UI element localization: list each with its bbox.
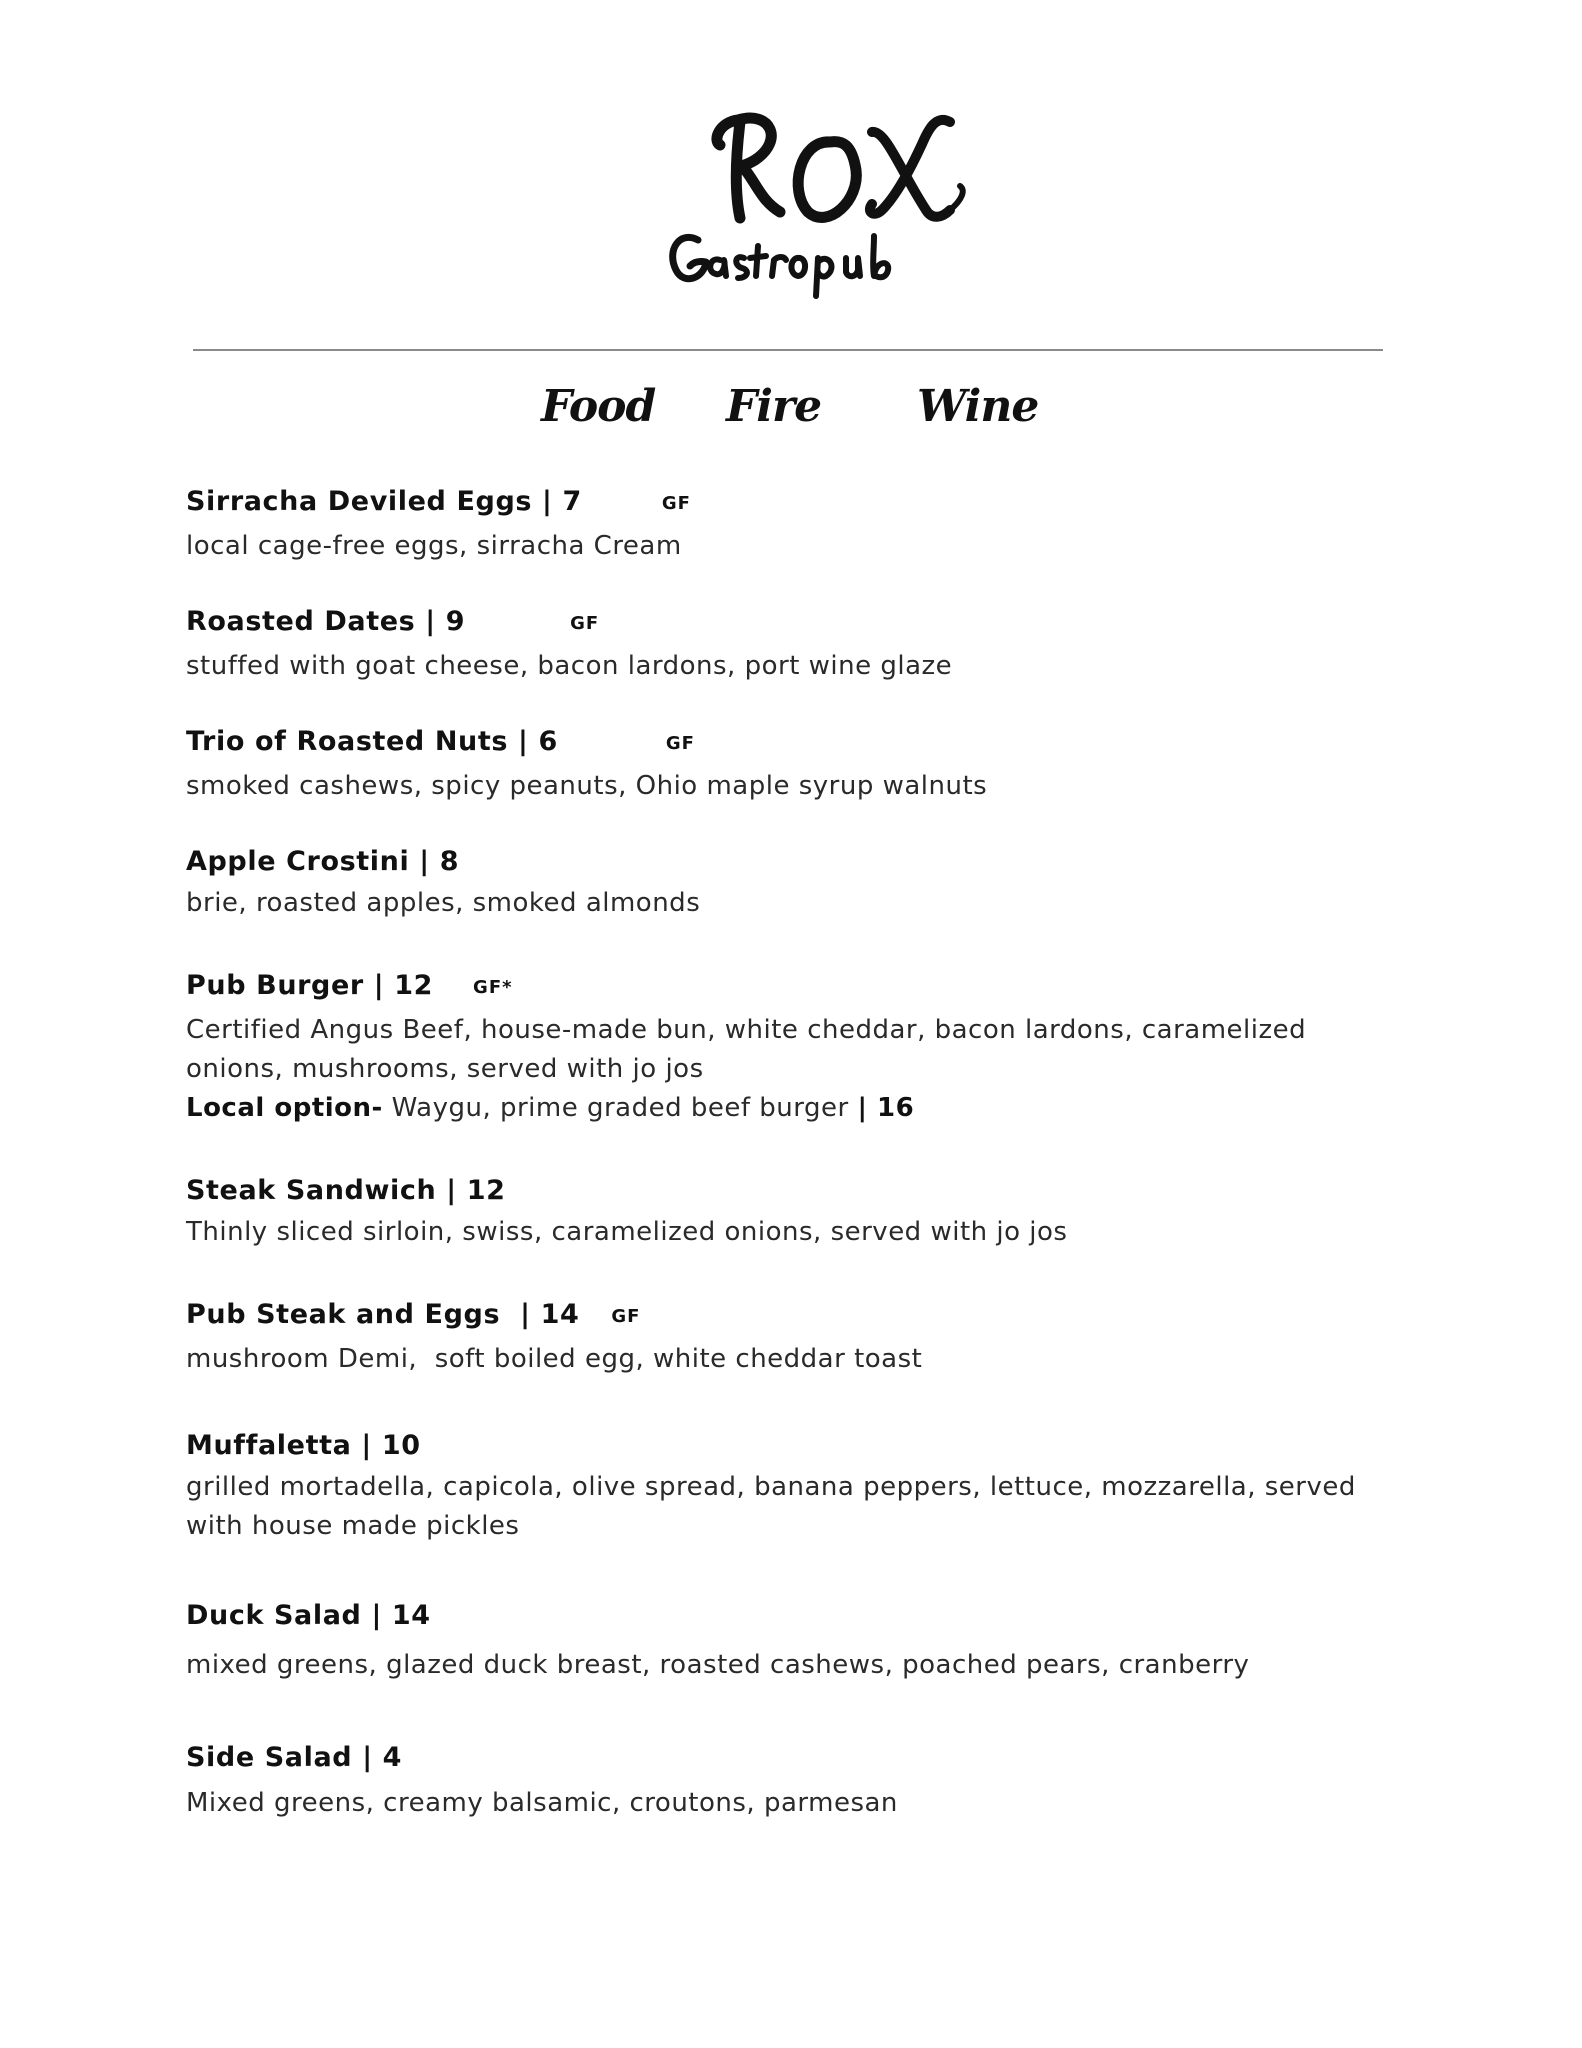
menu-item-description: Mixed greens, creamy balsamic, croutons, parmesan [186,1788,898,1818]
menu-item [186,484,1406,566]
menu-item-name: Side Salad | 4 [186,1742,403,1773]
menu-item-description: smoked cashews, spicy peanuts, Ohio maple syrup walnuts [186,771,988,801]
menu-item [186,1598,1406,1685]
local-option-price: | 16 [857,1093,915,1123]
menu-item-name: Trio of Roasted Nuts | 6 [186,726,558,757]
menu-item-name: Muffaletta | 10 [186,1430,421,1461]
menu-item-description: brie, roasted apples, smoked almonds [186,888,701,918]
menu-item [186,1428,1406,1546]
menu-item [186,724,1406,806]
gluten-free-tag: GF [665,733,695,754]
tagline-fire: Fire [726,381,822,432]
menu-item-description: Certified Angus Beef, house-made bun, white cheddar, bacon lardons, caramelized onions, mushrooms, served with jo jos [186,1015,1307,1084]
menu-item [186,844,1406,923]
tagline-food: Food [541,381,656,432]
rox-gastropub-logo [660,100,980,300]
menu-item-name: Roasted Dates | 9 [186,606,466,637]
divider-line [193,349,1383,351]
menu-item-name: Steak Sandwich | 12 [186,1175,506,1206]
menu-item-name: Pub Steak and Eggs | 14 [186,1299,580,1330]
menu-item [186,968,1406,1128]
gluten-free-tag: GF [661,493,691,514]
menu-item-description: local cage-free eggs, sirracha Cream [186,531,682,561]
menu-item-name: Pub Burger | 12 [186,970,434,1001]
gluten-free-tag: GF [570,613,600,634]
menu-item-description: mushroom Demi, soft boiled egg, white cheddar toast [186,1344,923,1374]
menu-item-name: Sirracha Deviled Eggs | 7 [186,486,582,517]
menu-item-name: Duck Salad | 14 [186,1600,431,1631]
menu-item [186,1297,1406,1379]
gluten-free-tag: GF* [473,977,513,998]
menu-item-description: stuffed with goat cheese, bacon lardons, port wine glaze [186,651,953,681]
menu-item [186,604,1406,686]
menu-item-description: grilled mortadella, capicola, olive spread, banana peppers, lettuce, mozzarella, served with house made pickles [186,1472,1356,1541]
menu-item-description: Thinly sliced sirloin, swiss, caramelized onions, served with jo jos [186,1217,1068,1247]
menu-item-name: Apple Crostini | 8 [186,846,460,877]
local-option-label: Local option- [186,1093,383,1123]
menu-item-description: mixed greens, glazed duck breast, roasted cashews, poached pears, cranberry [186,1650,1250,1680]
gluten-free-tag: GF [611,1306,641,1327]
local-option-text: Waygu, prime graded beef burger [382,1093,858,1123]
tagline-wine: Wine [917,381,1039,432]
local-option-line [186,1089,1406,1128]
menu-item [186,1740,1406,1823]
menu-item [186,1173,1406,1252]
